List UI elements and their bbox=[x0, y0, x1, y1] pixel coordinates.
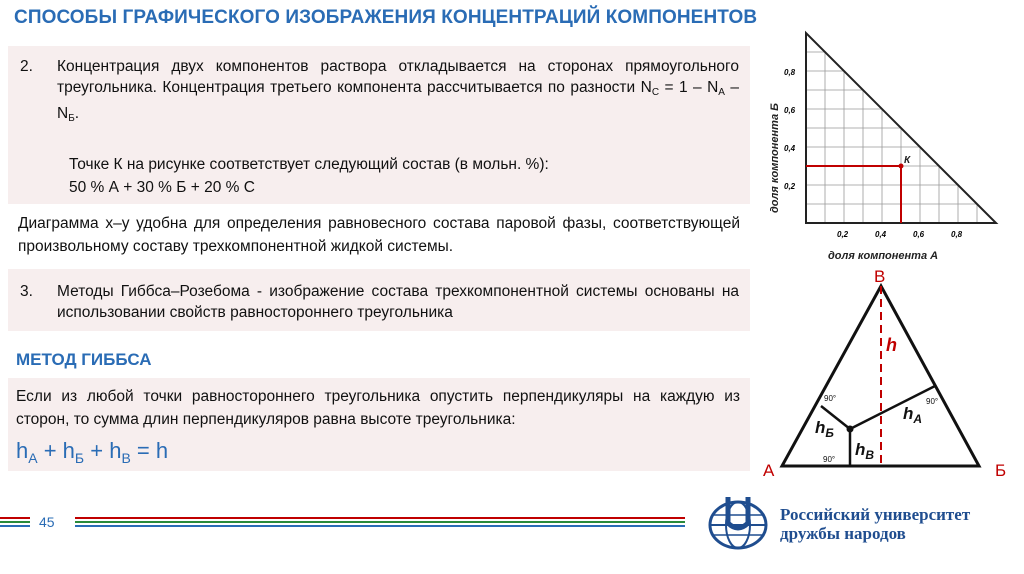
f-plus1: + bbox=[37, 438, 63, 463]
y-tick-label: 0,4 bbox=[784, 144, 796, 153]
item-2-text bbox=[57, 56, 739, 129]
gibbs-formula bbox=[16, 438, 168, 466]
height-label: h bbox=[886, 335, 897, 355]
perp-h-a bbox=[850, 386, 935, 429]
angle-label-3: 90° bbox=[823, 455, 836, 464]
f-sub-v: В bbox=[121, 450, 131, 466]
h-a-label bbox=[903, 404, 922, 426]
f-sub-a: А bbox=[28, 450, 38, 466]
f-sub-b: Б bbox=[74, 450, 85, 466]
university-name bbox=[780, 505, 970, 543]
university-line2: дружбы народов bbox=[780, 524, 906, 543]
stripe-main-green bbox=[75, 521, 685, 523]
gibbs-heading: МЕТОД ГИББСА bbox=[16, 350, 152, 369]
x-tick-label: 0,4 bbox=[875, 230, 887, 239]
gibbs-text: Если из любой точки равностороннего треугольника опустить перпендикуляры на каждую из сторон, то сумма длин перпендикуляров равна высоте треугольника: bbox=[16, 388, 740, 428]
item-2-number: 2. bbox=[20, 58, 33, 75]
stripe-left-green bbox=[0, 521, 30, 523]
university-line1: Российский университет bbox=[780, 505, 971, 524]
x-tick-label: 0,6 bbox=[913, 230, 925, 239]
vertex-left: А bbox=[763, 461, 775, 480]
vertex-top: В bbox=[874, 267, 886, 286]
equilateral-triangle-diagram bbox=[755, 262, 1024, 494]
x-axis-label: доля компонента А bbox=[828, 250, 939, 262]
y-tick-label: 0,6 bbox=[784, 106, 796, 115]
angle-label-1: 90° bbox=[824, 394, 837, 403]
stripe-left-blue bbox=[0, 525, 30, 527]
page-title: СПОСОБЫ ГРАФИЧЕСКОГО ИЗОБРАЖЕНИЯ КОНЦЕНТРАЦИЙ КОМПОНЕНТОВ bbox=[14, 7, 758, 28]
point-k-label: К bbox=[904, 155, 911, 166]
formula-mid1: = 1 – N bbox=[659, 79, 719, 96]
stripe-main-red bbox=[75, 517, 685, 519]
y-tick-label: 0,8 bbox=[784, 68, 796, 77]
point-k-guides bbox=[806, 166, 901, 223]
h-v-label bbox=[855, 440, 874, 462]
xy-diagram-text: Диаграмма x–y удобна для определения равновесного состава паровой фазы, соответствующей произвольному составу трехкомпонентной жидкой системы. bbox=[18, 215, 740, 255]
item-3-text: Методы Гиббса–Розебома - изображение состава трехкомпонентной системы основаны на использовании свойств равностороннего треугольника bbox=[57, 283, 739, 321]
sub-a: А bbox=[718, 87, 725, 98]
item-2-text-main: Концентрация двух компонентов раствора откладывается на сторонах прямоугольного треугольника. Концентрация третьего компонента рассчитывается по разности N bbox=[57, 58, 739, 96]
grid bbox=[806, 52, 977, 223]
h-b-h: h bbox=[815, 418, 826, 437]
h-a-h: h bbox=[903, 404, 914, 423]
formula-mid2: – N bbox=[57, 79, 740, 122]
f-h2: h bbox=[62, 438, 75, 463]
x-tick-label: 0,8 bbox=[951, 230, 963, 239]
f-h1: h bbox=[16, 438, 29, 463]
item-3-number: 3. bbox=[20, 283, 33, 300]
h-v-sub: В bbox=[865, 448, 875, 462]
composition-text: 50 % А + 30 % Б + 20 % С bbox=[69, 179, 255, 196]
university-logo-icon bbox=[706, 493, 770, 553]
sub-b: Б bbox=[68, 113, 75, 124]
stripe-left-red bbox=[0, 517, 30, 519]
right-triangle-diagram bbox=[760, 28, 1010, 268]
y-axis-label: доля компонента Б bbox=[769, 103, 781, 213]
h-v-h: h bbox=[855, 440, 866, 459]
page-number: 45 bbox=[39, 514, 55, 530]
sub-c: С bbox=[651, 87, 660, 98]
angle-label-2: 90° bbox=[926, 397, 939, 406]
f-plus2: + bbox=[84, 438, 110, 463]
vertex-right: Б bbox=[995, 461, 1007, 480]
x-tick-label: 0,2 bbox=[837, 230, 849, 239]
f-h3: h bbox=[109, 438, 122, 463]
point-k-text: Точке К на рисунке соответствует следующий состав (в мольн. %): bbox=[69, 156, 549, 173]
stripe-main-blue bbox=[75, 525, 685, 527]
formula-end: . bbox=[74, 105, 80, 122]
point-k bbox=[899, 164, 904, 169]
tick-labels bbox=[784, 68, 963, 239]
f-equals: = h bbox=[130, 438, 169, 463]
y-tick-label: 0,2 bbox=[784, 182, 796, 191]
h-a-sub: А bbox=[913, 412, 923, 426]
h-b-sub: Б bbox=[825, 426, 834, 440]
h-b-label bbox=[815, 418, 834, 440]
